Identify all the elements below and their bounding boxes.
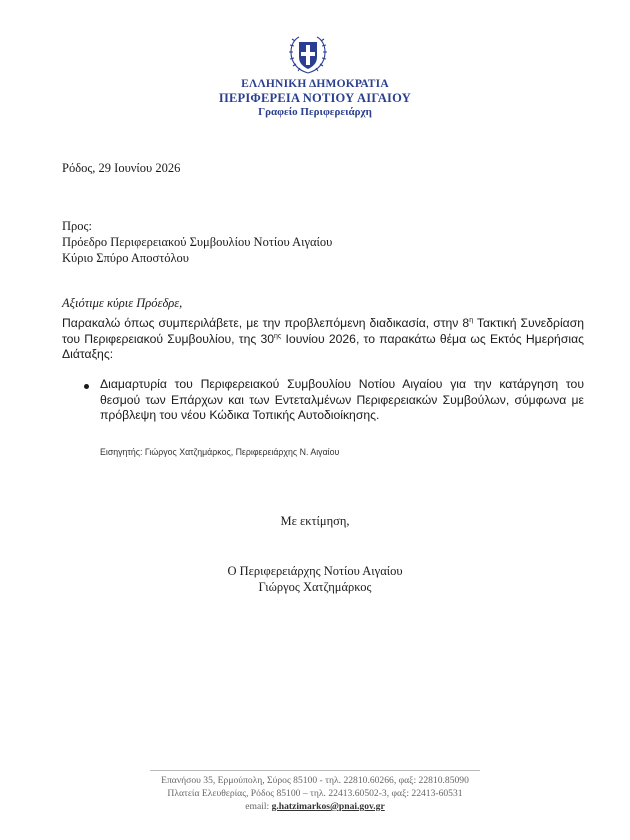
bullet-icon	[84, 384, 89, 389]
signature-name: Γιώργος Χατζημάρκος	[258, 580, 372, 594]
footer-address-syros: Επανήσου 35, Ερμούπολη, Σύρος 85100 - τηλ. 22810.60266, φαξ: 22810.85090	[161, 775, 469, 786]
ordinal-suffix-1: η	[469, 316, 474, 324]
date-line: Ρόδος, 29 Ιουνίου 2026	[62, 161, 181, 175]
body-paragraph	[62, 316, 584, 363]
signature-title: Ο Περιφερειάρχης Νοτίου Αιγαίου	[227, 564, 403, 578]
salutation: Αξιότιμε κύριε Πρόεδρε,	[62, 296, 183, 310]
greek-coat-of-arms-icon	[287, 33, 329, 77]
recipient-line-2: Κύριο Σπύρο Αποστόλου	[62, 251, 189, 265]
closing-line: Με εκτίμηση,	[280, 514, 350, 528]
ordinal-suffix-2: ης	[274, 332, 282, 340]
letterhead-office: Γραφείο Περιφερειάρχη	[258, 106, 372, 118]
footer-address-rhodes: Πλατεία Ελευθερίας, Ρόδος 85100 – τηλ. 22413.60502-3, φαξ: 22413-60531	[167, 788, 463, 799]
agenda-item: Διαμαρτυρία του Περιφερειακού Συμβουλίου Νοτίου Αιγαίου για την κατάργηση του θεσμού των Επάρχων και των Εντεταλμένων Περιφερειακών Συμβούλων, σύμφωνα με πρόβλεψη του νέου Κώδικα Τοπικής Αυτοδιοίκησης.	[100, 377, 584, 422]
rapporteur-note: Εισηγητής: Γιώργος Χατζημάρκος, Περιφερειάρχης Ν. Αιγαίου	[100, 447, 340, 457]
letterhead-country: ΕΛΛΗΝΙΚΗ ΔΗΜΟΚΡΑΤΙΑ	[241, 78, 389, 90]
footer-divider	[150, 770, 480, 771]
footer-email-line	[0, 801, 630, 813]
footer-email-link[interactable]: g.hatzimarkos@pnai.gov.gr	[271, 801, 385, 812]
recipient-line-1: Πρόεδρο Περιφερειακού Συμβουλίου Νοτίου Αιγαίου	[62, 235, 333, 249]
recipient-label: Προς:	[62, 219, 92, 233]
body-text-1: Παρακαλώ όπως συμπεριλάβετε, με την προβλεπόμενη διαδικασία, στην 8	[62, 316, 470, 330]
body-text-3: Ιουνίου 2026, το παρακάτω θέμα ως Εκτός Ημερήσιας Διάταξης:	[62, 331, 584, 361]
footer-email-label: email:	[245, 801, 272, 812]
body-text-2: Τακτική Συνεδρίαση του Περιφερειακού Συμβουλίου, της 30	[62, 316, 585, 346]
letterhead-region: ΠΕΡΙΦΕΡΕΙΑ ΝΟΤΙΟΥ ΑΙΓΑΙΟΥ	[219, 91, 411, 105]
